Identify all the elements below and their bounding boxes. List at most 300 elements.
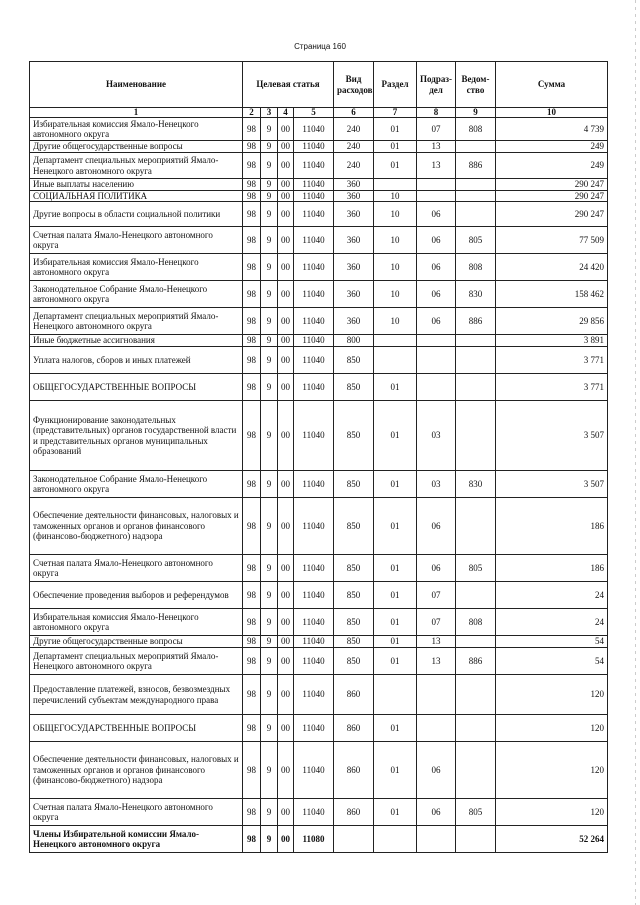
section-code xyxy=(374,335,417,347)
subsection-code: 03 xyxy=(417,471,456,498)
target-code-part-2: 9 xyxy=(261,636,278,648)
amount-value: 3 771 xyxy=(496,374,608,401)
expense-type-code: 850 xyxy=(334,609,374,636)
amount-value: 290 247 xyxy=(496,179,608,191)
target-code-part-4: 11040 xyxy=(294,254,334,281)
header-podrazdel: Подраз-дел xyxy=(417,62,456,108)
target-code-part-4: 11040 xyxy=(294,335,334,347)
amount-value: 24 xyxy=(496,582,608,609)
expense-type-code: 240 xyxy=(334,118,374,141)
target-code-part-4: 11040 xyxy=(294,202,334,227)
target-code-part-1: 98 xyxy=(243,555,261,582)
target-code-part-4: 11040 xyxy=(294,582,334,609)
row-name: Другие общегосударственные вопросы xyxy=(30,636,243,648)
subsection-code xyxy=(417,715,456,742)
table-row xyxy=(30,826,608,853)
target-code-part-2: 9 xyxy=(261,401,278,471)
target-code-part-1: 98 xyxy=(243,254,261,281)
subsection-code: 07 xyxy=(417,609,456,636)
section-code: 01 xyxy=(374,401,417,471)
section-code: 01 xyxy=(374,153,417,179)
department-code xyxy=(456,498,496,555)
subsection-code: 07 xyxy=(417,118,456,141)
target-code-part-2: 9 xyxy=(261,498,278,555)
target-code-part-4: 11040 xyxy=(294,675,334,715)
target-code-part-4: 11040 xyxy=(294,190,334,202)
subsection-code xyxy=(417,179,456,191)
subsection-code: 13 xyxy=(417,141,456,153)
table-row xyxy=(30,401,608,471)
target-code-part-2: 9 xyxy=(261,347,278,374)
table-row xyxy=(30,190,608,202)
target-code-part-1: 98 xyxy=(243,401,261,471)
target-code-part-3: 00 xyxy=(278,498,294,555)
row-name: Избирательная комиссия Ямало-Ненецкого автономного округа xyxy=(30,609,243,636)
row-name: Иные выплаты населению xyxy=(30,179,243,191)
department-code: 805 xyxy=(456,555,496,582)
target-code-part-1: 98 xyxy=(243,374,261,401)
row-name: ОБЩЕГОСУДАРСТВЕННЫЕ ВОПРОСЫ xyxy=(30,374,243,401)
expense-type-code: 850 xyxy=(334,636,374,648)
section-code: 10 xyxy=(374,190,417,202)
target-code-part-3: 00 xyxy=(278,281,294,308)
target-code-part-2: 9 xyxy=(261,826,278,853)
department-code xyxy=(456,826,496,853)
table-row xyxy=(30,471,608,498)
department-code: 830 xyxy=(456,281,496,308)
department-code: 808 xyxy=(456,254,496,281)
table-row xyxy=(30,799,608,826)
amount-value: 3 771 xyxy=(496,347,608,374)
column-number: 2 xyxy=(243,108,261,118)
section-code xyxy=(374,826,417,853)
department-code: 830 xyxy=(456,471,496,498)
subsection-code xyxy=(417,335,456,347)
column-number: 8 xyxy=(417,108,456,118)
subsection-code: 13 xyxy=(417,153,456,179)
expense-type-code: 850 xyxy=(334,648,374,675)
target-code-part-4: 11040 xyxy=(294,374,334,401)
amount-value: 24 420 xyxy=(496,254,608,281)
target-code-part-4: 11040 xyxy=(294,281,334,308)
target-code-part-1: 98 xyxy=(243,826,261,853)
target-code-part-1: 98 xyxy=(243,190,261,202)
target-code-part-4: 11040 xyxy=(294,118,334,141)
department-code: 805 xyxy=(456,227,496,254)
subsection-code xyxy=(417,190,456,202)
header-vedomstvo: Ведом-ство xyxy=(456,62,496,108)
target-code-part-3: 00 xyxy=(278,799,294,826)
subsection-code xyxy=(417,675,456,715)
expense-type-code: 860 xyxy=(334,675,374,715)
column-number: 9 xyxy=(456,108,496,118)
row-name: Иные бюджетные ассигнования xyxy=(30,335,243,347)
department-code xyxy=(456,582,496,609)
row-name: Департамент специальных мероприятий Ямало-Ненецкого автономного округа xyxy=(30,308,243,335)
amount-value: 290 247 xyxy=(496,190,608,202)
expense-type-code: 360 xyxy=(334,202,374,227)
amount-value: 120 xyxy=(496,715,608,742)
row-name: Предоставление платежей, взносов, безвозмездных перечислений субъектам международного права xyxy=(30,675,243,715)
table-row xyxy=(30,347,608,374)
subsection-code: 06 xyxy=(417,799,456,826)
target-code-part-2: 9 xyxy=(261,742,278,799)
department-code: 886 xyxy=(456,153,496,179)
expense-type-code: 360 xyxy=(334,179,374,191)
table-row xyxy=(30,648,608,675)
target-code-part-1: 98 xyxy=(243,582,261,609)
header-target: Целевая статья xyxy=(243,62,334,108)
column-number: 1 xyxy=(30,108,243,118)
target-code-part-3: 00 xyxy=(278,582,294,609)
row-name: Избирательная комиссия Ямало-Ненецкого автономного округа xyxy=(30,118,243,141)
table-row xyxy=(30,742,608,799)
expense-type-code: 860 xyxy=(334,799,374,826)
expense-type-code: 240 xyxy=(334,153,374,179)
target-code-part-1: 98 xyxy=(243,141,261,153)
amount-value: 290 247 xyxy=(496,202,608,227)
target-code-part-1: 98 xyxy=(243,281,261,308)
header-vid: Вид расходов xyxy=(334,62,374,108)
target-code-part-2: 9 xyxy=(261,799,278,826)
target-code-part-2: 9 xyxy=(261,281,278,308)
target-code-part-3: 00 xyxy=(278,347,294,374)
target-code-part-2: 9 xyxy=(261,675,278,715)
table-row xyxy=(30,118,608,141)
row-name: Счетная палата Ямало-Ненецкого автономного округа xyxy=(30,227,243,254)
target-code-part-1: 98 xyxy=(243,179,261,191)
target-code-part-1: 98 xyxy=(243,227,261,254)
target-code-part-2: 9 xyxy=(261,335,278,347)
target-code-part-4: 11040 xyxy=(294,648,334,675)
expense-type-code: 860 xyxy=(334,742,374,799)
row-name: Департамент специальных мероприятий Ямало-Ненецкого автономного округа xyxy=(30,648,243,675)
target-code-part-2: 9 xyxy=(261,254,278,281)
table-row xyxy=(30,636,608,648)
amount-value: 120 xyxy=(496,742,608,799)
target-code-part-4: 11040 xyxy=(294,141,334,153)
column-number: 5 xyxy=(294,108,334,118)
subsection-code: 13 xyxy=(417,636,456,648)
department-code xyxy=(456,636,496,648)
target-code-part-1: 98 xyxy=(243,153,261,179)
header-razdel: Раздел xyxy=(374,62,417,108)
subsection-code: 06 xyxy=(417,254,456,281)
target-code-part-2: 9 xyxy=(261,471,278,498)
department-code xyxy=(456,715,496,742)
section-code: 01 xyxy=(374,582,417,609)
amount-value: 4 739 xyxy=(496,118,608,141)
amount-value: 186 xyxy=(496,498,608,555)
target-code-part-1: 98 xyxy=(243,202,261,227)
table-row xyxy=(30,555,608,582)
column-number: 3 xyxy=(261,108,278,118)
subsection-code xyxy=(417,347,456,374)
target-code-part-4: 11040 xyxy=(294,799,334,826)
subsection-code: 06 xyxy=(417,281,456,308)
table-row xyxy=(30,141,608,153)
target-code-part-4: 11040 xyxy=(294,742,334,799)
row-name: Другие вопросы в области социальной политики xyxy=(30,202,243,227)
subsection-code: 06 xyxy=(417,555,456,582)
department-code xyxy=(456,335,496,347)
target-code-part-4: 11040 xyxy=(294,636,334,648)
target-code-part-2: 9 xyxy=(261,141,278,153)
amount-value: 77 509 xyxy=(496,227,608,254)
table-row xyxy=(30,281,608,308)
target-code-part-2: 9 xyxy=(261,308,278,335)
target-code-part-2: 9 xyxy=(261,582,278,609)
expense-type-code xyxy=(334,826,374,853)
expense-type-code: 800 xyxy=(334,335,374,347)
amount-value: 3 507 xyxy=(496,471,608,498)
target-code-part-1: 98 xyxy=(243,308,261,335)
target-code-part-3: 00 xyxy=(278,190,294,202)
table-row xyxy=(30,609,608,636)
expense-type-code: 360 xyxy=(334,308,374,335)
target-code-part-3: 00 xyxy=(278,648,294,675)
amount-value: 158 462 xyxy=(496,281,608,308)
target-code-part-1: 98 xyxy=(243,347,261,374)
department-code: 886 xyxy=(456,648,496,675)
target-code-part-2: 9 xyxy=(261,153,278,179)
amount-value: 52 264 xyxy=(496,826,608,853)
table-row xyxy=(30,498,608,555)
target-code-part-2: 9 xyxy=(261,555,278,582)
department-code xyxy=(456,742,496,799)
row-name: Другие общегосударственные вопросы xyxy=(30,141,243,153)
target-code-part-3: 00 xyxy=(278,675,294,715)
target-code-part-1: 98 xyxy=(243,648,261,675)
target-code-part-4: 11040 xyxy=(294,179,334,191)
target-code-part-1: 98 xyxy=(243,742,261,799)
target-code-part-4: 11040 xyxy=(294,715,334,742)
target-code-part-4: 11040 xyxy=(294,609,334,636)
target-code-part-3: 00 xyxy=(278,401,294,471)
budget-table xyxy=(29,61,608,853)
section-code: 10 xyxy=(374,281,417,308)
target-code-part-3: 00 xyxy=(278,555,294,582)
table-row xyxy=(30,335,608,347)
row-name: Члены Избирательной комиссии Ямало-Ненецкого автономного округа xyxy=(30,826,243,853)
department-code: 805 xyxy=(456,799,496,826)
target-code-part-3: 00 xyxy=(278,742,294,799)
section-code: 01 xyxy=(374,742,417,799)
expense-type-code: 850 xyxy=(334,582,374,609)
expense-type-code: 850 xyxy=(334,401,374,471)
subsection-code xyxy=(417,374,456,401)
target-code-part-1: 98 xyxy=(243,636,261,648)
amount-value: 249 xyxy=(496,141,608,153)
expense-type-code: 360 xyxy=(334,190,374,202)
department-code xyxy=(456,202,496,227)
expense-type-code: 850 xyxy=(334,374,374,401)
target-code-part-3: 00 xyxy=(278,609,294,636)
department-code xyxy=(456,190,496,202)
department-code xyxy=(456,401,496,471)
section-code: 10 xyxy=(374,308,417,335)
table-row xyxy=(30,179,608,191)
target-code-part-3: 00 xyxy=(278,715,294,742)
section-code: 01 xyxy=(374,555,417,582)
target-code-part-1: 98 xyxy=(243,335,261,347)
subsection-code: 06 xyxy=(417,308,456,335)
column-number: 7 xyxy=(374,108,417,118)
target-code-part-2: 9 xyxy=(261,118,278,141)
expense-type-code: 360 xyxy=(334,254,374,281)
row-name: Обеспечение деятельности финансовых, налоговых и таможенных органов и органов финансового (финансово-бюджетного) надзора xyxy=(30,742,243,799)
department-code: 808 xyxy=(456,118,496,141)
subsection-code xyxy=(417,826,456,853)
target-code-part-1: 98 xyxy=(243,498,261,555)
table-row xyxy=(30,202,608,227)
target-code-part-4: 11040 xyxy=(294,153,334,179)
section-code: 01 xyxy=(374,609,417,636)
target-code-part-2: 9 xyxy=(261,190,278,202)
target-code-part-1: 98 xyxy=(243,799,261,826)
target-code-part-2: 9 xyxy=(261,648,278,675)
target-code-part-3: 00 xyxy=(278,471,294,498)
subsection-code: 07 xyxy=(417,582,456,609)
table-row xyxy=(30,254,608,281)
row-name: Обеспечение деятельности финансовых, налоговых и таможенных органов и органов финансового (финансово-бюджетного) надзора xyxy=(30,498,243,555)
amount-value: 249 xyxy=(496,153,608,179)
amount-value: 186 xyxy=(496,555,608,582)
expense-type-code: 850 xyxy=(334,471,374,498)
expense-type-code: 850 xyxy=(334,498,374,555)
amount-value: 120 xyxy=(496,675,608,715)
target-code-part-4: 11040 xyxy=(294,555,334,582)
target-code-part-4: 11040 xyxy=(294,401,334,471)
amount-value: 54 xyxy=(496,636,608,648)
target-code-part-3: 00 xyxy=(278,254,294,281)
expense-type-code: 360 xyxy=(334,281,374,308)
column-numbers-row xyxy=(30,108,608,118)
header-summa: Сумма xyxy=(496,62,608,108)
amount-value: 120 xyxy=(496,799,608,826)
section-code: 10 xyxy=(374,227,417,254)
target-code-part-1: 98 xyxy=(243,715,261,742)
target-code-part-4: 11040 xyxy=(294,308,334,335)
department-code xyxy=(456,179,496,191)
scan-edge-artifact xyxy=(635,0,636,905)
section-code: 01 xyxy=(374,715,417,742)
column-number: 10 xyxy=(496,108,608,118)
amount-value: 29 856 xyxy=(496,308,608,335)
target-code-part-4: 11040 xyxy=(294,227,334,254)
section-code: 01 xyxy=(374,141,417,153)
target-code-part-4: 11040 xyxy=(294,347,334,374)
target-code-part-4: 11040 xyxy=(294,471,334,498)
section-code: 01 xyxy=(374,498,417,555)
department-code: 808 xyxy=(456,609,496,636)
column-number: 4 xyxy=(278,108,294,118)
column-number: 6 xyxy=(334,108,374,118)
section-code xyxy=(374,675,417,715)
department-code xyxy=(456,374,496,401)
amount-value: 54 xyxy=(496,648,608,675)
target-code-part-4: 11040 xyxy=(294,498,334,555)
target-code-part-3: 00 xyxy=(278,202,294,227)
target-code-part-2: 9 xyxy=(261,227,278,254)
target-code-part-1: 98 xyxy=(243,471,261,498)
section-code: 01 xyxy=(374,118,417,141)
table-row xyxy=(30,374,608,401)
section-code: 01 xyxy=(374,648,417,675)
subsection-code: 06 xyxy=(417,498,456,555)
expense-type-code: 850 xyxy=(334,347,374,374)
expense-type-code: 240 xyxy=(334,141,374,153)
section-code: 01 xyxy=(374,636,417,648)
subsection-code: 06 xyxy=(417,202,456,227)
section-code: 10 xyxy=(374,202,417,227)
section-code: 10 xyxy=(374,254,417,281)
table-row xyxy=(30,153,608,179)
row-name: Законодательное Собрание Ямало-Ненецкого автономного округа xyxy=(30,281,243,308)
target-code-part-3: 00 xyxy=(278,141,294,153)
target-code-part-2: 9 xyxy=(261,609,278,636)
amount-value: 24 xyxy=(496,609,608,636)
subsection-code: 13 xyxy=(417,648,456,675)
department-code: 886 xyxy=(456,308,496,335)
section-code xyxy=(374,347,417,374)
target-code-part-3: 00 xyxy=(278,636,294,648)
table-row xyxy=(30,675,608,715)
row-name: СОЦИАЛЬНАЯ ПОЛИТИКА xyxy=(30,190,243,202)
row-name: Счетная палата Ямало-Ненецкого автономного округа xyxy=(30,555,243,582)
row-name: Избирательная комиссия Ямало-Ненецкого автономного округа xyxy=(30,254,243,281)
row-name: Уплата налогов, сборов и иных платежей xyxy=(30,347,243,374)
department-code xyxy=(456,675,496,715)
header-name: Наименование xyxy=(30,62,243,108)
row-name: Функционирование законодательных (представительных) органов государственной власти и представительных органов муниципальных образований xyxy=(30,401,243,471)
target-code-part-2: 9 xyxy=(261,374,278,401)
subsection-code: 06 xyxy=(417,227,456,254)
page-number-label: Страница 160 xyxy=(294,42,346,51)
row-name: ОБЩЕГОСУДАРСТВЕННЫЕ ВОПРОСЫ xyxy=(30,715,243,742)
target-code-part-3: 00 xyxy=(278,227,294,254)
table-row xyxy=(30,308,608,335)
table-row xyxy=(30,715,608,742)
section-code xyxy=(374,179,417,191)
table-row xyxy=(30,227,608,254)
subsection-code: 03 xyxy=(417,401,456,471)
target-code-part-3: 00 xyxy=(278,374,294,401)
target-code-part-2: 9 xyxy=(261,715,278,742)
target-code-part-1: 98 xyxy=(243,675,261,715)
row-name: Счетная палата Ямало-Ненецкого автономного округа xyxy=(30,799,243,826)
table-row xyxy=(30,582,608,609)
target-code-part-2: 9 xyxy=(261,179,278,191)
expense-type-code: 860 xyxy=(334,715,374,742)
subsection-code: 06 xyxy=(417,742,456,799)
row-name: Обеспечение проведения выборов и референдумов xyxy=(30,582,243,609)
section-code: 01 xyxy=(374,471,417,498)
target-code-part-2: 9 xyxy=(261,202,278,227)
section-code: 01 xyxy=(374,799,417,826)
amount-value: 3 891 xyxy=(496,335,608,347)
target-code-part-3: 00 xyxy=(278,308,294,335)
target-code-part-3: 00 xyxy=(278,335,294,347)
department-code xyxy=(456,347,496,374)
expense-type-code: 360 xyxy=(334,227,374,254)
target-code-part-4: 11080 xyxy=(294,826,334,853)
target-code-part-3: 00 xyxy=(278,826,294,853)
row-name: Департамент специальных мероприятий Ямало-Ненецкого автономного округа xyxy=(30,153,243,179)
target-code-part-3: 00 xyxy=(278,179,294,191)
target-code-part-3: 00 xyxy=(278,118,294,141)
department-code xyxy=(456,141,496,153)
